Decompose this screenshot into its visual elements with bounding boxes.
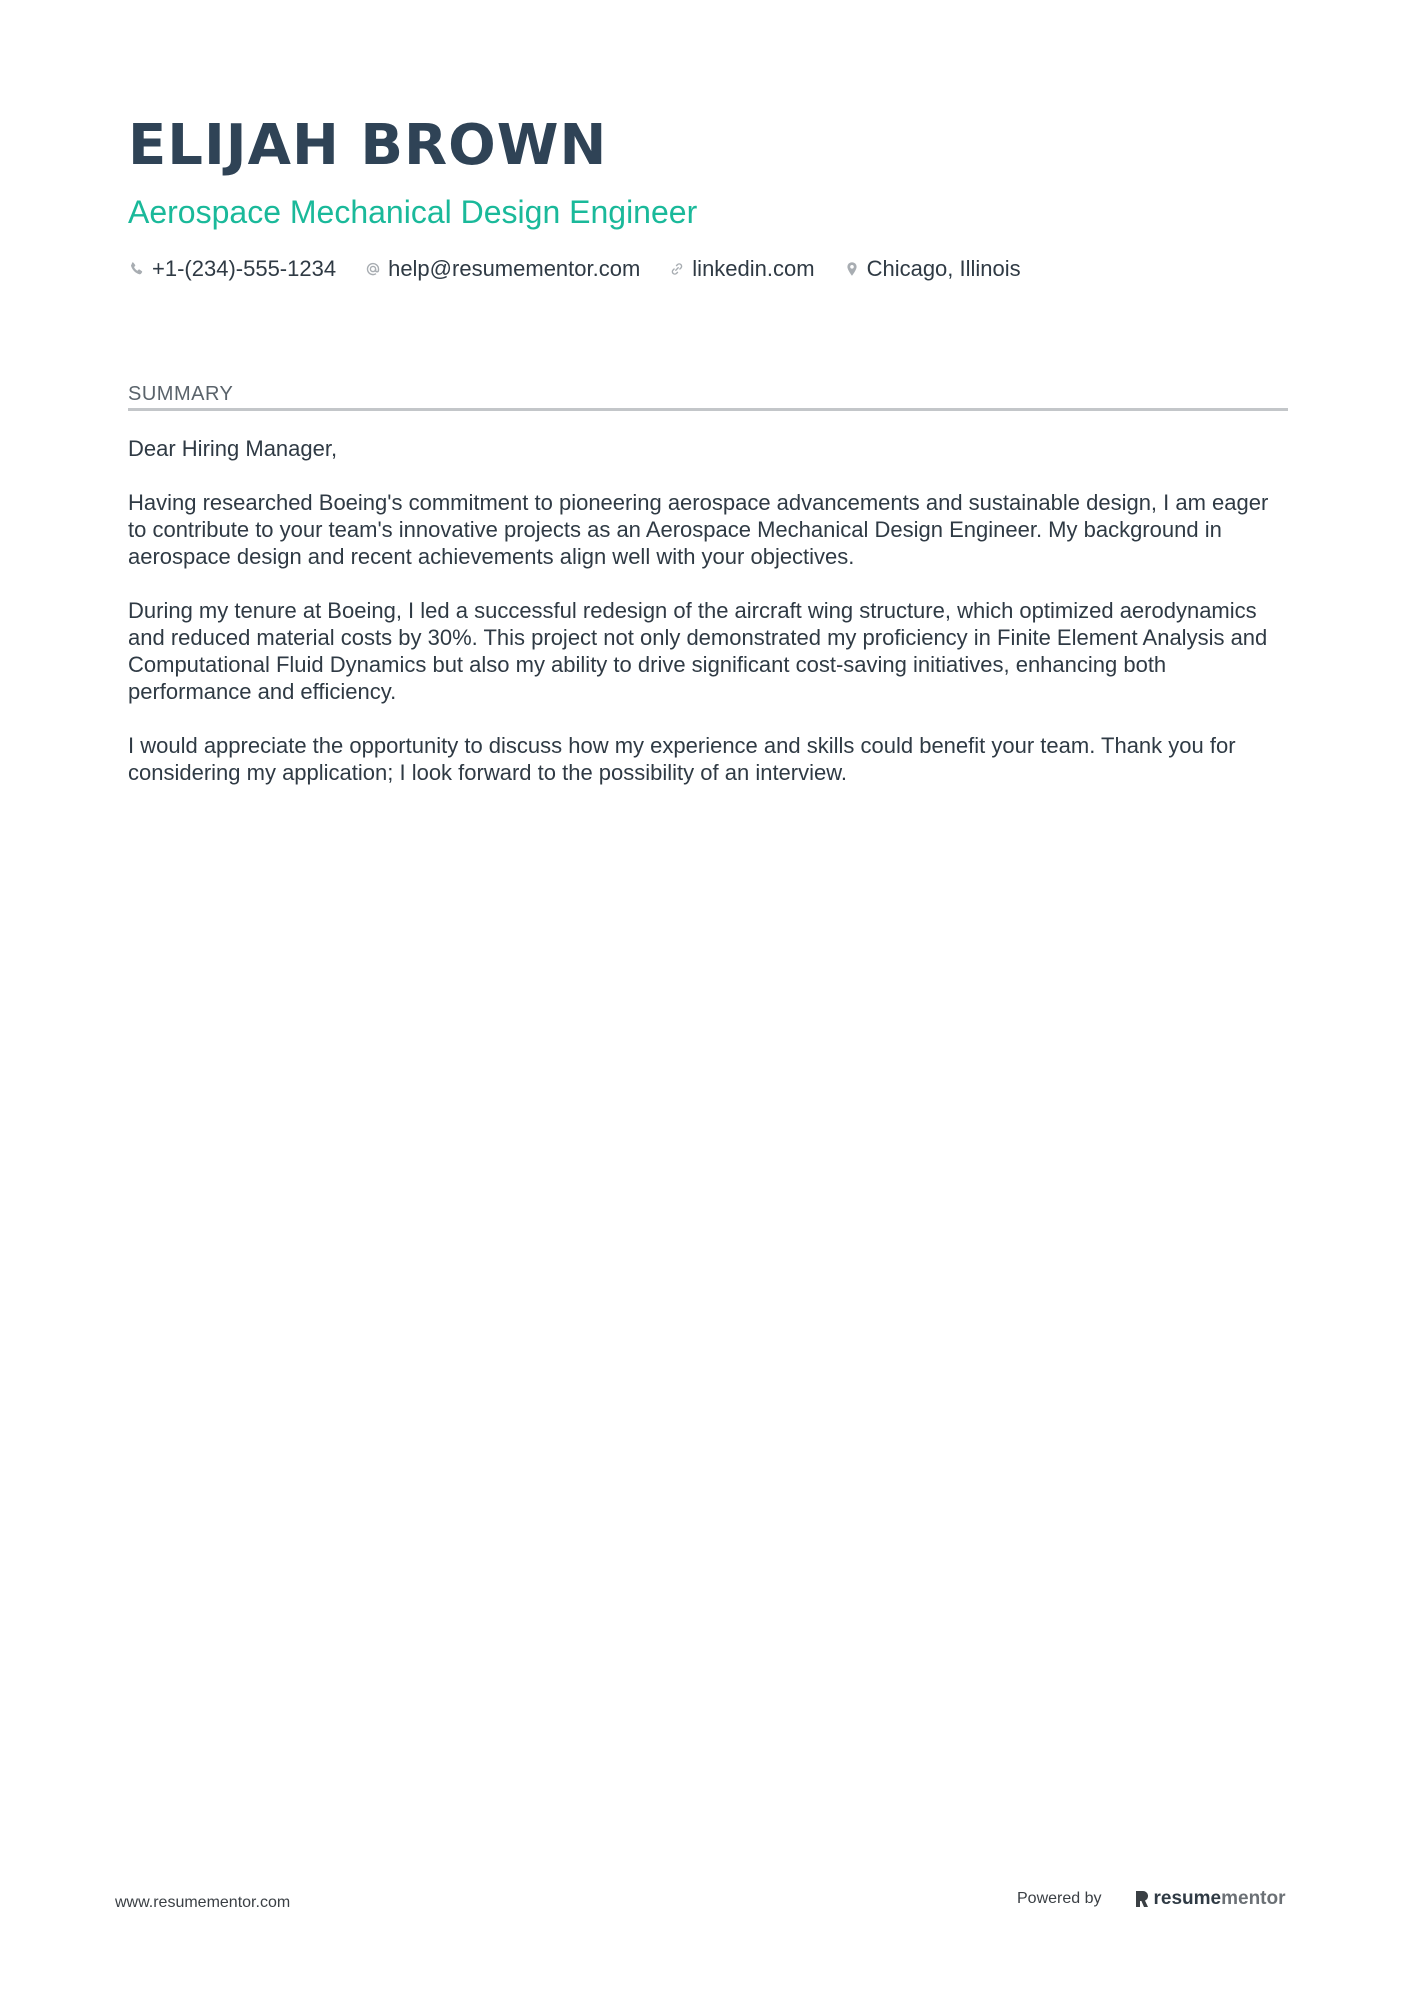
section-title-summary: SUMMARY — [128, 382, 1288, 411]
brand-logo-icon — [1134, 1889, 1150, 1909]
link-icon — [668, 260, 686, 278]
letter-paragraph: Having researched Boeing's commitment to pioneering aerospace advancements and sustainable design, I am eager to contribute to your team's innovative projects as an Aerospace Mechanical Design Engineer. My background in aerospace design and recent achievements align well with your objectives. — [128, 490, 1269, 569]
letter-paragraph: I would appreciate the opportunity to discuss how my experience and skills could benefit your team. Thank you for considering my application; I look forward to the possibility of an interview. — [128, 733, 1236, 785]
footer-branding — [1017, 1888, 1286, 1910]
letter-body — [128, 435, 1288, 786]
location-pin-icon — [843, 260, 861, 278]
contact-linkedin[interactable] — [668, 256, 814, 282]
phone-icon — [128, 260, 146, 278]
brand-name-part1: resume — [1153, 1888, 1222, 1909]
brand-logo[interactable] — [1134, 1888, 1286, 1910]
contact-location — [843, 256, 1021, 282]
linkedin-text: linkedin.com — [692, 256, 815, 281]
powered-by-label: Powered by — [1017, 1890, 1102, 1907]
letter-salutation: Dear Hiring Manager, — [128, 436, 338, 461]
candidate-name: ELIJAH BROWN — [128, 113, 608, 178]
contact-row — [128, 256, 1288, 282]
contact-phone — [128, 256, 336, 282]
email-text: help@resumementor.com — [388, 256, 641, 281]
footer-website-link[interactable]: www.resumementor.com — [115, 1894, 291, 1911]
letter-paragraph: During my tenure at Boeing, I led a successful redesign of the aircraft wing structure, which optimized aerodynamics and reduced material costs by 30%. This project not only demonstrated my proficiency in Finite Element Analysis and Computational Fluid Dynamics but also my ability to drive significant cost-saving initiatives, enhancing both performance and efficiency. — [128, 598, 1268, 704]
job-title: Aerospace Mechanical Design Engineer — [128, 194, 698, 230]
at-icon — [364, 260, 382, 278]
resume-page — [128, 108, 1288, 813]
brand-name-part2: mentor — [1221, 1888, 1286, 1909]
phone-text: +1-(234)-555-1234 — [152, 256, 337, 281]
location-text: Chicago, Illinois — [866, 256, 1021, 281]
contact-email[interactable] — [364, 256, 640, 282]
